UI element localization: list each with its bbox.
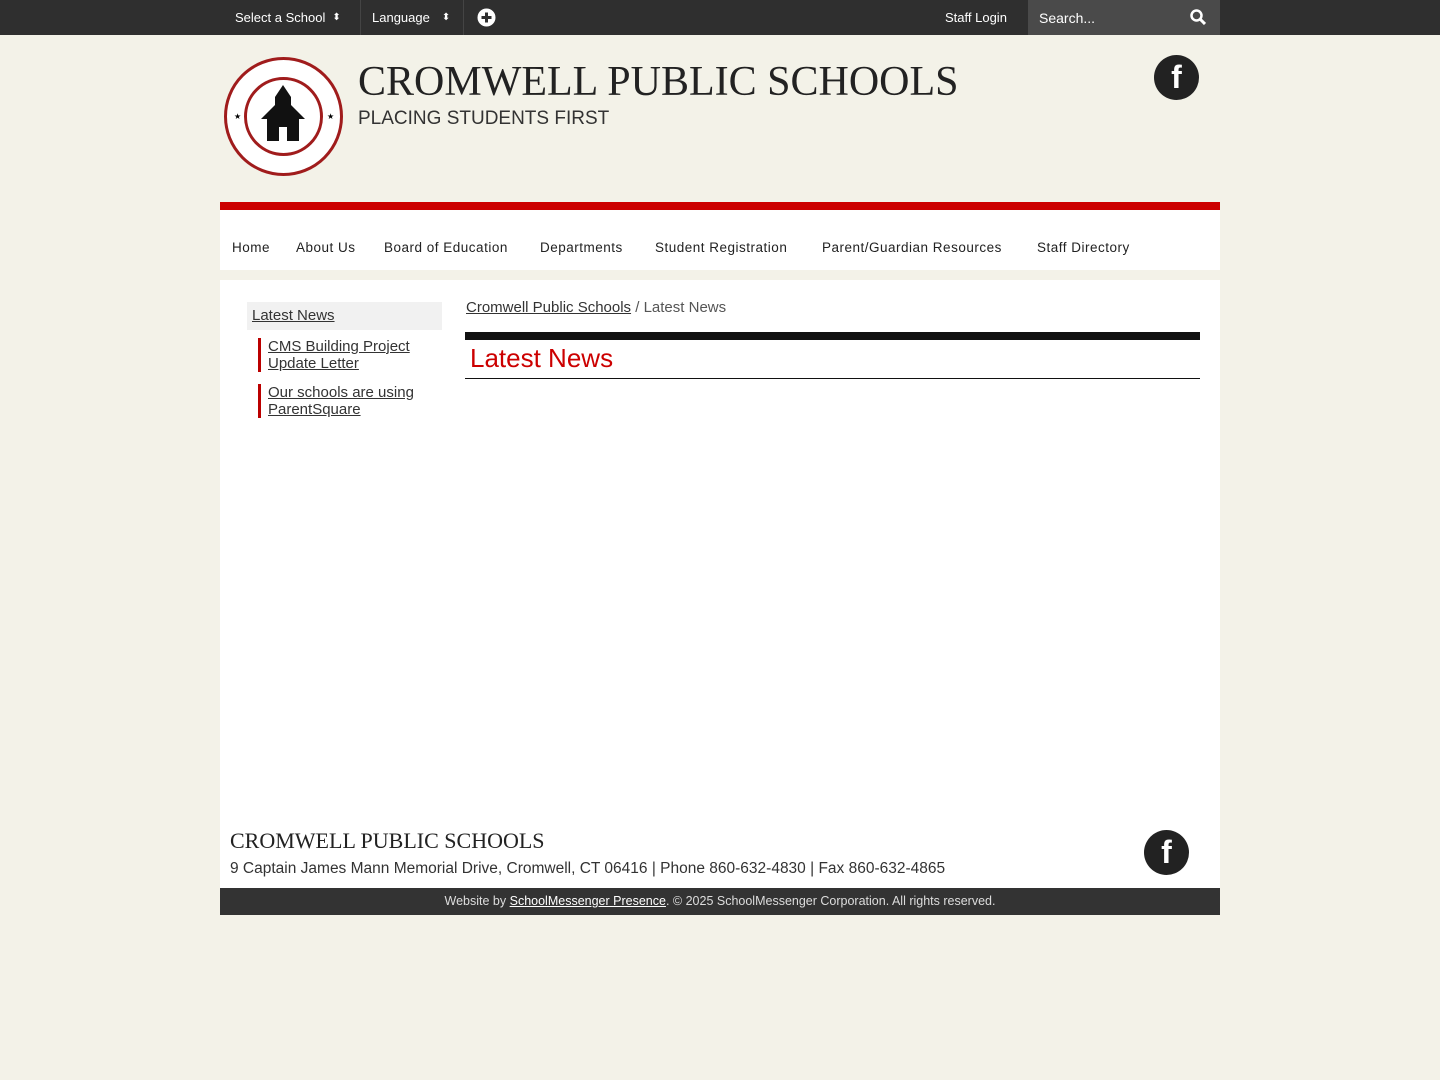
search-icon[interactable]: [1190, 9, 1206, 28]
page-title-block: [465, 332, 1200, 379]
sort-icon: ⬍: [332, 12, 341, 23]
sidebar-item[interactable]: Our schools are using ParentSquare: [258, 384, 442, 418]
breadcrumb: [466, 299, 726, 316]
svg-text:★: ★: [327, 112, 335, 121]
top-bar: [0, 0, 1440, 35]
sidebar-heading-link[interactable]: Latest News: [247, 302, 442, 330]
main-content: [220, 280, 1220, 888]
sidebar-item[interactable]: CMS Building Project Update Letter: [258, 338, 442, 372]
facebook-icon[interactable]: f: [1144, 830, 1189, 875]
nav-home[interactable]: Home: [232, 240, 271, 255]
language-dropdown[interactable]: [361, 0, 464, 35]
schoolmessenger-link[interactable]: SchoolMessenger Presence: [509, 894, 666, 908]
credit-prefix: Website by: [444, 894, 507, 908]
main-nav: [220, 202, 1220, 270]
credit-bar: [220, 888, 1220, 915]
nav-departments[interactable]: Departments: [540, 240, 623, 255]
svg-text:★: ★: [234, 112, 242, 121]
site-tagline: PLACING STUDENTS FIRST: [358, 108, 610, 129]
nav-parent-resources[interactable]: Parent/Guardian Resources: [822, 240, 1002, 255]
credit-suffix: . © 2025 SchoolMessenger Corporation. All rights reserved.: [665, 894, 996, 908]
page-title: Latest News: [470, 343, 614, 373]
breadcrumb-home-link[interactable]: Cromwell Public Schools: [466, 299, 632, 316]
breadcrumb-current: Latest News: [643, 299, 727, 316]
staff-login-link[interactable]: [945, 0, 1007, 35]
nav-student-registration[interactable]: Student Registration: [655, 240, 788, 255]
select-school-dropdown[interactable]: [220, 0, 361, 35]
search-input[interactable]: [1028, 0, 1220, 35]
staff-login-label: Staff Login: [945, 10, 1007, 25]
nav-board-of-education[interactable]: Board of Education: [384, 240, 508, 255]
select-school-label: Select a School: [235, 10, 326, 25]
footer-school-name: CROMWELL PUBLIC SCHOOLS: [230, 828, 545, 853]
language-label: Language: [372, 10, 430, 25]
sort-icon: ⬍: [441, 12, 451, 23]
footer-address: 9 Captain James Mann Memorial Drive, Cromwell, CT 06416 | Phone 860-632-4830 | Fax 860-632-4865: [230, 860, 946, 877]
site-title[interactable]: CROMWELL PUBLIC SCHOOLS: [358, 59, 959, 105]
district-logo[interactable]: [224, 57, 343, 176]
nav-staff-directory[interactable]: Staff Directory: [1037, 240, 1130, 255]
breadcrumb-separator: /: [635, 299, 640, 316]
nav-about-us[interactable]: About Us: [296, 240, 356, 255]
plus-circle-icon[interactable]: [477, 0, 496, 35]
facebook-icon[interactable]: f: [1154, 55, 1199, 100]
search-placeholder: Search...: [1039, 9, 1096, 26]
